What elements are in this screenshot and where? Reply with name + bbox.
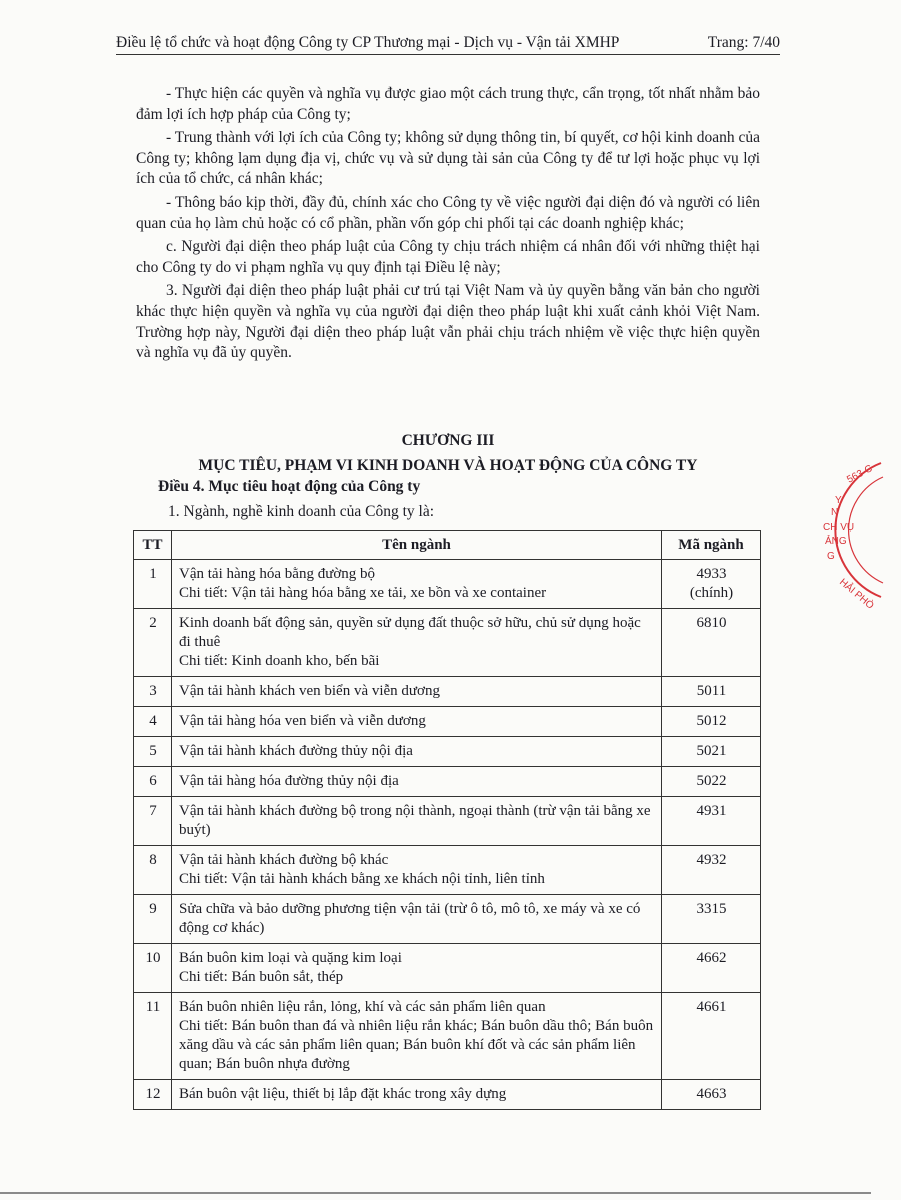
row-number: 7	[134, 797, 172, 846]
document-title: Điều lệ tổ chức và hoạt động Công ty CP Thương mại - Dịch vụ - Vận tải XMHP	[116, 34, 620, 51]
row-code-cell	[662, 609, 761, 677]
seal-text: N	[831, 507, 839, 518]
table-row	[134, 767, 761, 797]
seal-text: HẢI PHÒ	[837, 576, 876, 612]
row-name-cell	[172, 944, 662, 993]
row-code-cell	[662, 846, 761, 895]
seal-text: CH VỤ	[823, 522, 855, 533]
business-line-name: Vận tải hàng hóa bằng đường bộ	[179, 566, 376, 582]
item-intro: 1. Ngành, nghề kinh doanh của Công ty là:	[168, 503, 435, 520]
row-number: 11	[134, 993, 172, 1080]
row-number: 9	[134, 895, 172, 944]
seal-text: 563-C	[845, 463, 875, 486]
header-name: Tên ngành	[172, 531, 662, 560]
row-number: 4	[134, 707, 172, 737]
row-code-cell	[662, 797, 761, 846]
business-line-name: Sửa chữa và bảo dưỡng phương tiện vận tải (trừ ô tô, mô tô, xe máy và xe có động cơ khác)	[179, 901, 641, 936]
row-name-cell	[172, 895, 662, 944]
row-code-cell	[662, 677, 761, 707]
row-number: 10	[134, 944, 172, 993]
row-name-cell	[172, 609, 662, 677]
row-code-cell	[662, 767, 761, 797]
paragraph: 3. Người đại diện theo pháp luật phải cư trú tại Việt Nam và ủy quyền bằng văn bản cho người khác thực hiện quyền và nghĩa vụ của người đại diện theo pháp luật khi xuất cảnh khỏi Việt Nam. Trường hợp này, Người đại diện theo pháp luật vẫn phải chịu trách nhiệm về việc thực hiện quyền và nghĩa vụ đã ủy quyền.	[136, 282, 760, 362]
header-tt: TT	[134, 531, 172, 560]
row-name-cell	[172, 993, 662, 1080]
table-row	[134, 944, 761, 993]
paragraph: - Trung thành với lợi ích của Công ty; không sử dụng thông tin, bí quyết, cơ hội kinh doanh của Công ty; không lạm dụng địa vị, chức vụ và sử dụng tài sản của Công ty để tư lợi hoặc phục vụ lợi ích của tổ chức, cá nhân khác;	[136, 129, 760, 188]
header-code: Mã ngành	[662, 531, 761, 560]
business-line-detail: Chi tiết: Kinh doanh kho, bến bãi	[179, 653, 380, 669]
row-number: 6	[134, 767, 172, 797]
row-name-cell	[172, 846, 662, 895]
row-code-cell	[662, 560, 761, 609]
paragraph: c. Người đại diện theo pháp luật của Công ty chịu trách nhiệm cá nhân đối với những thiệt hại cho Công ty do vi phạm nghĩa vụ quy định tại Điều lệ này;	[136, 238, 760, 276]
table-row	[134, 609, 761, 677]
industry-code: 4662	[696, 950, 727, 966]
chapter-number: CHƯƠNG III	[401, 432, 495, 449]
chapter-heading	[136, 428, 760, 478]
row-number: 3	[134, 677, 172, 707]
row-name-cell	[172, 1080, 662, 1110]
page-header	[116, 34, 780, 55]
industry-code: 4663	[696, 1086, 727, 1102]
table-row	[134, 797, 761, 846]
business-line-name: Bán buôn kim loại và quặng kim loại	[179, 950, 402, 966]
business-line-detail: Chi tiết: Vận tải hàng hóa bằng xe tải, xe bồn và xe container	[179, 585, 547, 601]
row-name-cell	[172, 560, 662, 609]
table-row	[134, 1080, 761, 1110]
industry-code: 4933	[696, 566, 727, 582]
table-row	[134, 737, 761, 767]
row-name-cell	[172, 767, 662, 797]
industry-code: 4932	[696, 852, 727, 868]
row-number: 12	[134, 1080, 172, 1110]
seal-text: Y	[835, 495, 842, 506]
industry-code: 5012	[696, 713, 727, 729]
row-name-cell	[172, 797, 662, 846]
row-number: 1	[134, 560, 172, 609]
industry-code: 3315	[696, 901, 727, 917]
industry-code-note: (chính)	[689, 585, 734, 601]
business-line-detail: Chi tiết: Vận tải hành khách bằng xe khách nội tỉnh, liên tỉnh	[179, 871, 545, 887]
business-line-name: Bán buôn vật liệu, thiết bị lắp đặt khác trong xây dựng	[179, 1086, 507, 1102]
business-line-name: Vận tải hành khách đường thủy nội địa	[179, 743, 413, 759]
business-line-name: Vận tải hành khách đường bộ khác	[179, 852, 389, 868]
business-line-detail: Chi tiết: Bán buôn sắt, thép	[179, 969, 344, 985]
article-heading: Điều 4. Mục tiêu hoạt động của Công ty	[158, 478, 421, 495]
industry-code: 5021	[696, 743, 727, 759]
page-number: Trang: 7/40	[707, 34, 780, 51]
business-line-name: Kinh doanh bất động sản, quyền sử dụng đất thuộc sở hữu, chủ sử dụng hoặc đi thuê	[179, 615, 641, 650]
seal-text: ẢNG	[825, 536, 847, 547]
body-text	[136, 84, 760, 367]
business-line-name: Vận tải hàng hóa đường thủy nội địa	[179, 773, 399, 789]
table-row	[134, 677, 761, 707]
business-line-name: Bán buôn nhiên liệu rắn, lỏng, khí và các sản phẩm liên quan	[179, 999, 546, 1015]
paragraph: - Thông báo kịp thời, đầy đủ, chính xác cho Công ty về việc người đại diện đó và người có liên quan của họ làm chủ hoặc có cổ phần, phần vốn góp chi phối tại các doanh nghiệp khác;	[136, 193, 760, 232]
row-code-cell	[662, 944, 761, 993]
row-name-cell	[172, 737, 662, 767]
row-name-cell	[172, 677, 662, 707]
row-code-cell	[662, 737, 761, 767]
row-code-cell	[662, 1080, 761, 1110]
row-code-cell	[662, 707, 761, 737]
business-line-detail: Chi tiết: Bán buôn than đá và nhiên liệu rắn khác; Bán buôn dầu thô; Bán buôn xăng dầu và các sản phẩm liên quan; Bán buôn khí đốt và các sản phẩm liên quan; Bán buôn nhựa đường	[179, 1018, 654, 1072]
industry-code: 6810	[696, 615, 727, 631]
chapter-title: MỤC TIÊU, PHẠM VI KINH DOANH VÀ HOẠT ĐỘNG CỦA CÔNG TY	[198, 457, 698, 474]
row-number: 8	[134, 846, 172, 895]
row-name-cell	[172, 707, 662, 737]
company-seal	[791, 455, 901, 612]
table-row	[134, 993, 761, 1080]
business-line-name: Vận tải hành khách đường bộ trong nội thành, ngoại thành (trừ vận tải bằng xe buýt)	[179, 803, 651, 838]
industry-code: 5011	[696, 683, 727, 699]
table-row	[134, 895, 761, 944]
industry-code: 4931	[696, 803, 727, 819]
row-code-cell	[662, 895, 761, 944]
row-code-cell	[662, 993, 761, 1080]
industry-code: 4661	[696, 999, 727, 1015]
business-line-name: Vận tải hàng hóa ven biển và viễn dương	[179, 713, 426, 729]
business-lines-table	[133, 530, 761, 1110]
table-row	[134, 560, 761, 609]
table-row	[134, 846, 761, 895]
industry-code: 5022	[696, 773, 727, 789]
row-number: 5	[134, 737, 172, 767]
table-row	[134, 707, 761, 737]
seal-text: G	[827, 551, 835, 562]
table-header-row	[134, 531, 761, 560]
paragraph: - Thực hiện các quyền và nghĩa vụ được giao một cách trung thực, cẩn trọng, tốt nhất nhằm bảo đảm lợi ích hợp pháp của Công ty;	[136, 85, 760, 123]
scan-edge-line	[0, 1192, 871, 1194]
row-number: 2	[134, 609, 172, 677]
business-line-name: Vận tải hành khách ven biển và viễn dương	[179, 683, 440, 699]
